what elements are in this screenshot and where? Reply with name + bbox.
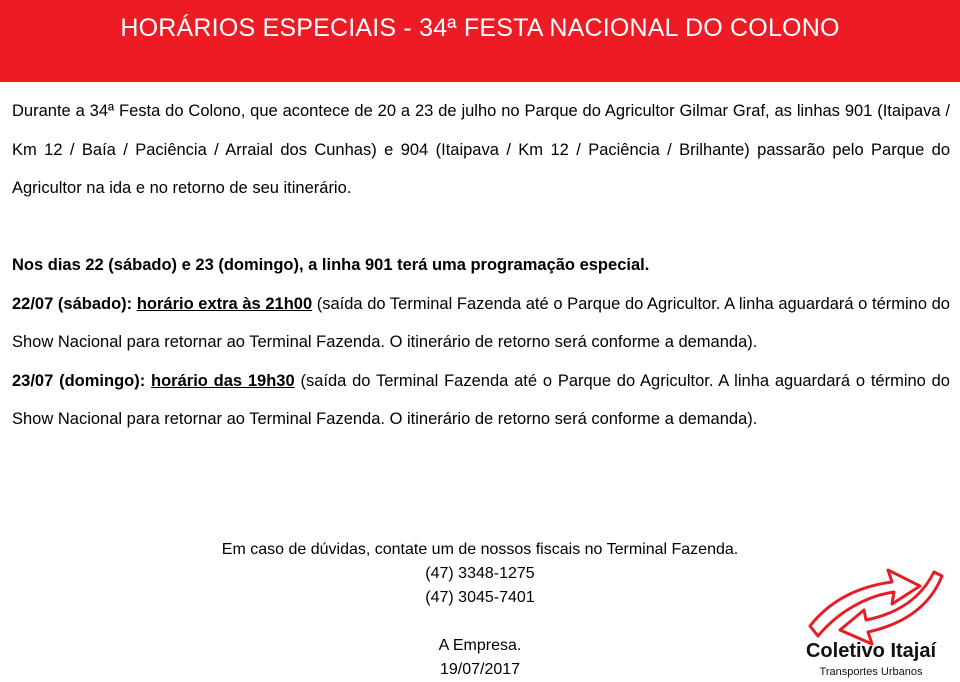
paragraph-gap bbox=[12, 208, 950, 247]
special-schedule-heading: Nos dias 22 (sábado) e 23 (domingo), a linha 901 terá uma programação especial. bbox=[12, 256, 650, 274]
logo-arrow-top bbox=[810, 570, 920, 636]
day2-details: (saída do Terminal Fazenda até o Parque do Agricultor. A linha aguardará o término do Show Nacional para retornar ao Terminal Fazenda. O itinerário de retorno será conforme a demanda). bbox=[12, 371, 950, 428]
intro-paragraph: Durante a 34ª Festa do Colono, que acontece de 20 a 23 de julho no Parque do Agricultor Gilmar Graf, as linhas 901 (Itaipava / Km 12 / Baía / Paciência / Arraial dos Cunhas) e 904 (Itaipava / Km 12 / Paciência / Brilhante) passarão pelo Parque do Agricultor na ida e no retorno de seu itinerário. bbox=[12, 102, 950, 197]
logo-subtitle: Transportes Urbanos bbox=[819, 666, 923, 678]
day2-label: 23/07 (domingo): bbox=[12, 371, 146, 390]
date: 19/07/2017 bbox=[439, 661, 521, 678]
signature: A Empresa. bbox=[438, 637, 522, 654]
logo-name: Coletivo Itajaí bbox=[805, 640, 937, 662]
day1-label: 22/07 (sábado): bbox=[12, 294, 133, 313]
header-banner bbox=[0, 0, 960, 82]
contact-phone-1: (47) 3348-1275 bbox=[425, 565, 535, 582]
notice-body bbox=[12, 92, 950, 439]
day1-paragraph bbox=[12, 285, 950, 362]
day1-time: horário extra às 21h00 bbox=[136, 294, 313, 313]
day1-details: (saída do Terminal Fazenda até o Parque do Agricultor. A linha aguardará o término do Show Nacional para retornar ao Terminal Fazenda. O itinerário de retorno será conforme a demanda). bbox=[12, 294, 950, 351]
day2-time: horário das 19h30 bbox=[151, 371, 295, 390]
contact-message: Em caso de dúvidas, contate um de nossos fiscais no Terminal Fazenda. bbox=[221, 541, 739, 558]
contact-phone-2: (47) 3045-7401 bbox=[425, 589, 535, 606]
page-title: HORÁRIOS ESPECIAIS - 34ª FESTA NACIONAL DO COLONO bbox=[120, 14, 840, 42]
day2-paragraph bbox=[12, 362, 950, 439]
